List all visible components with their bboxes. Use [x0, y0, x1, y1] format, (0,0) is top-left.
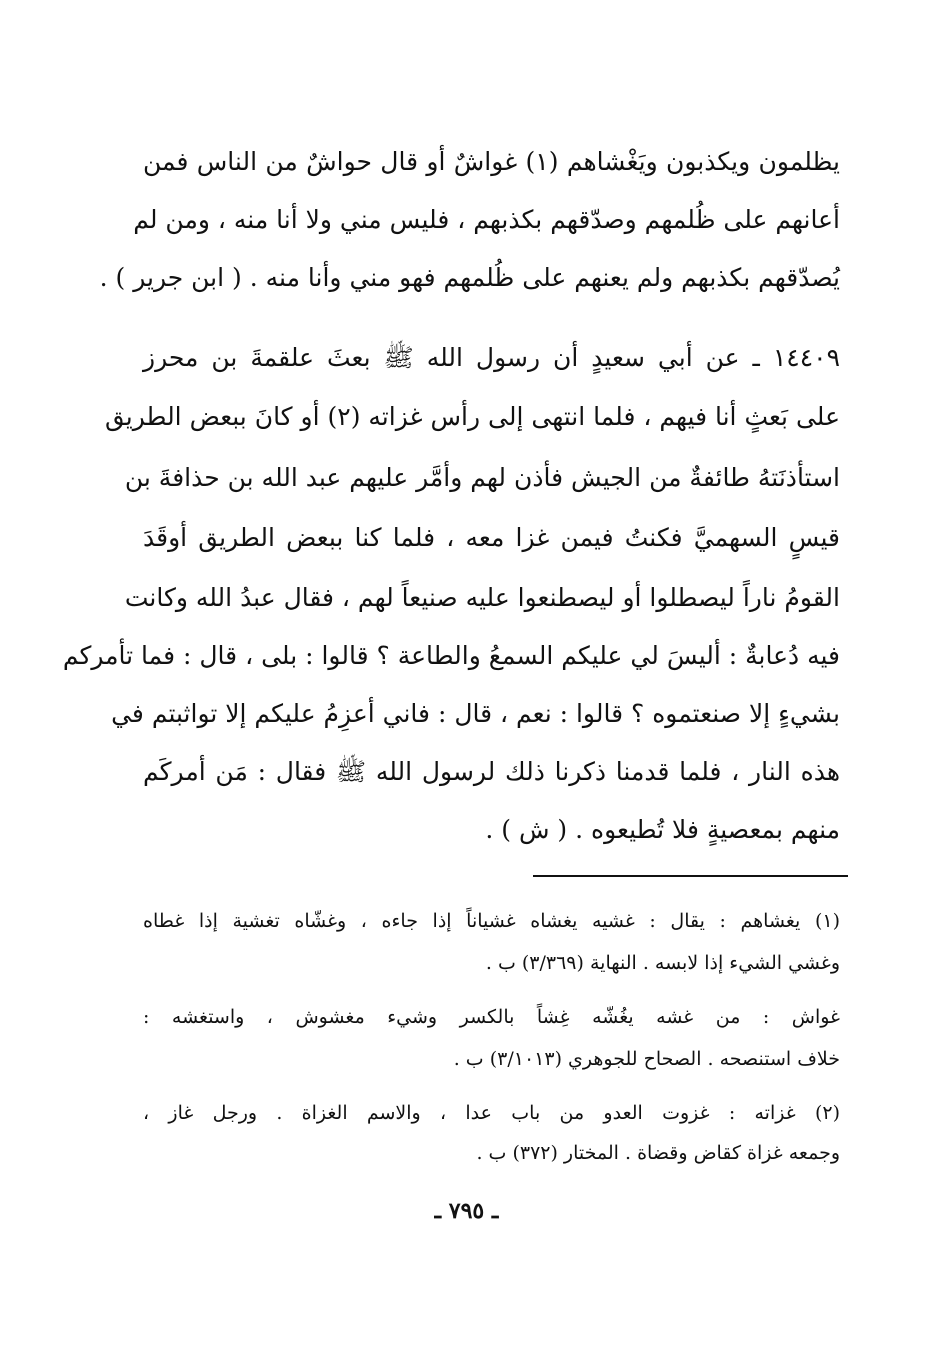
text-line: يُصدّقهم بكذبهم ولم يعنهم على ظُلمهم فهو مني وأنا منه . ( ابن جرير ) . — [99, 263, 840, 292]
hadith-line: ١٤٤٠٩ ـ عن أبي سعيدٍ أن رسول الله ﷺ بعثَ علقمةَ بن محرز — [143, 343, 840, 372]
page-number: ـ ٧٩٥ ـ — [434, 1198, 499, 1224]
hadith-line: استأذنَتهُ طائفةٌ من الجيش فأذن لهم وأمَّر عليهم عبد الله بن حذافةَ بن — [124, 463, 840, 492]
text-line: أعانهم على ظُلمهم وصدّقهم بكذبهم ، فليس مني ولا أنا منه ، ومن لم — [133, 205, 840, 234]
hadith-line: هذه النار ، فلما قدمنا ذكرنا ذلك لرسول الله ﷺ فقال : مَن أمركَم — [143, 757, 840, 786]
hadith-line: بشيءٍ إلا صنعتموه ؟ قالوا : نعم ، قال : فاني أعزِمُ عليكم إلا تواثبتم في — [111, 699, 840, 728]
hadith-line: منهم بمعصيةٍ فلا تُطيعوه . ( ش ) . — [485, 815, 840, 844]
footnote-line: غواش : من غشه يغُشّه غِشاً بالكسر وشيء مغشوش ، واستغشه : — [143, 1006, 840, 1028]
footnote-line: (١) يغشاهم : يقال : غشيه يغشاه غشياناً إذا جاءه ، وغشّاه تغشية إذا غطاه — [143, 910, 840, 932]
text-line: يظلمون ويكذبون ويَغْشاهم (١) غواشٌ أو قال حواشٌ من الناس فمن — [143, 147, 841, 176]
footnote-line: خلاف استنصحه . الصحاح للجوهري (٣/١٠١٣) ب . — [453, 1048, 840, 1070]
hadith-line: فيه دُعابةٌ : أليسَ لي عليكم السمعُ والطاعة ؟ قالوا : بلى ، قال : فما تأمركم — [62, 641, 840, 670]
hadith-line: على بَعثٍ أنا فيهم ، فلما انتهى إلى رأس غزاته (٢) أو كانَ ببعض الطريق — [104, 402, 840, 431]
hadith-line: القومُ ناراً ليصطلوا أو ليصطنعوا عليه صنيعاً لهم ، فقال عبدُ الله وكانت — [124, 583, 840, 612]
hadith-line: قيسٍ السهميَّ فكنتُ فيمن غزا معه ، فلما كنا ببعض الطريق أوقَدَ — [143, 523, 840, 552]
footnote-divider — [533, 875, 848, 877]
footnote-line: وغشي الشيء إذا لابسه . النهاية (٣/٣٦٩) ب . — [485, 952, 840, 974]
footnote-line: (٢) غزاته : غزوت العدو من باب عدا ، والاسم الغزاة . ورجل غاز ، — [143, 1102, 840, 1124]
footnote-line: وجمعه غزاة كقاض وقضاة . المختار (٣٧٢) ب . — [476, 1142, 840, 1164]
